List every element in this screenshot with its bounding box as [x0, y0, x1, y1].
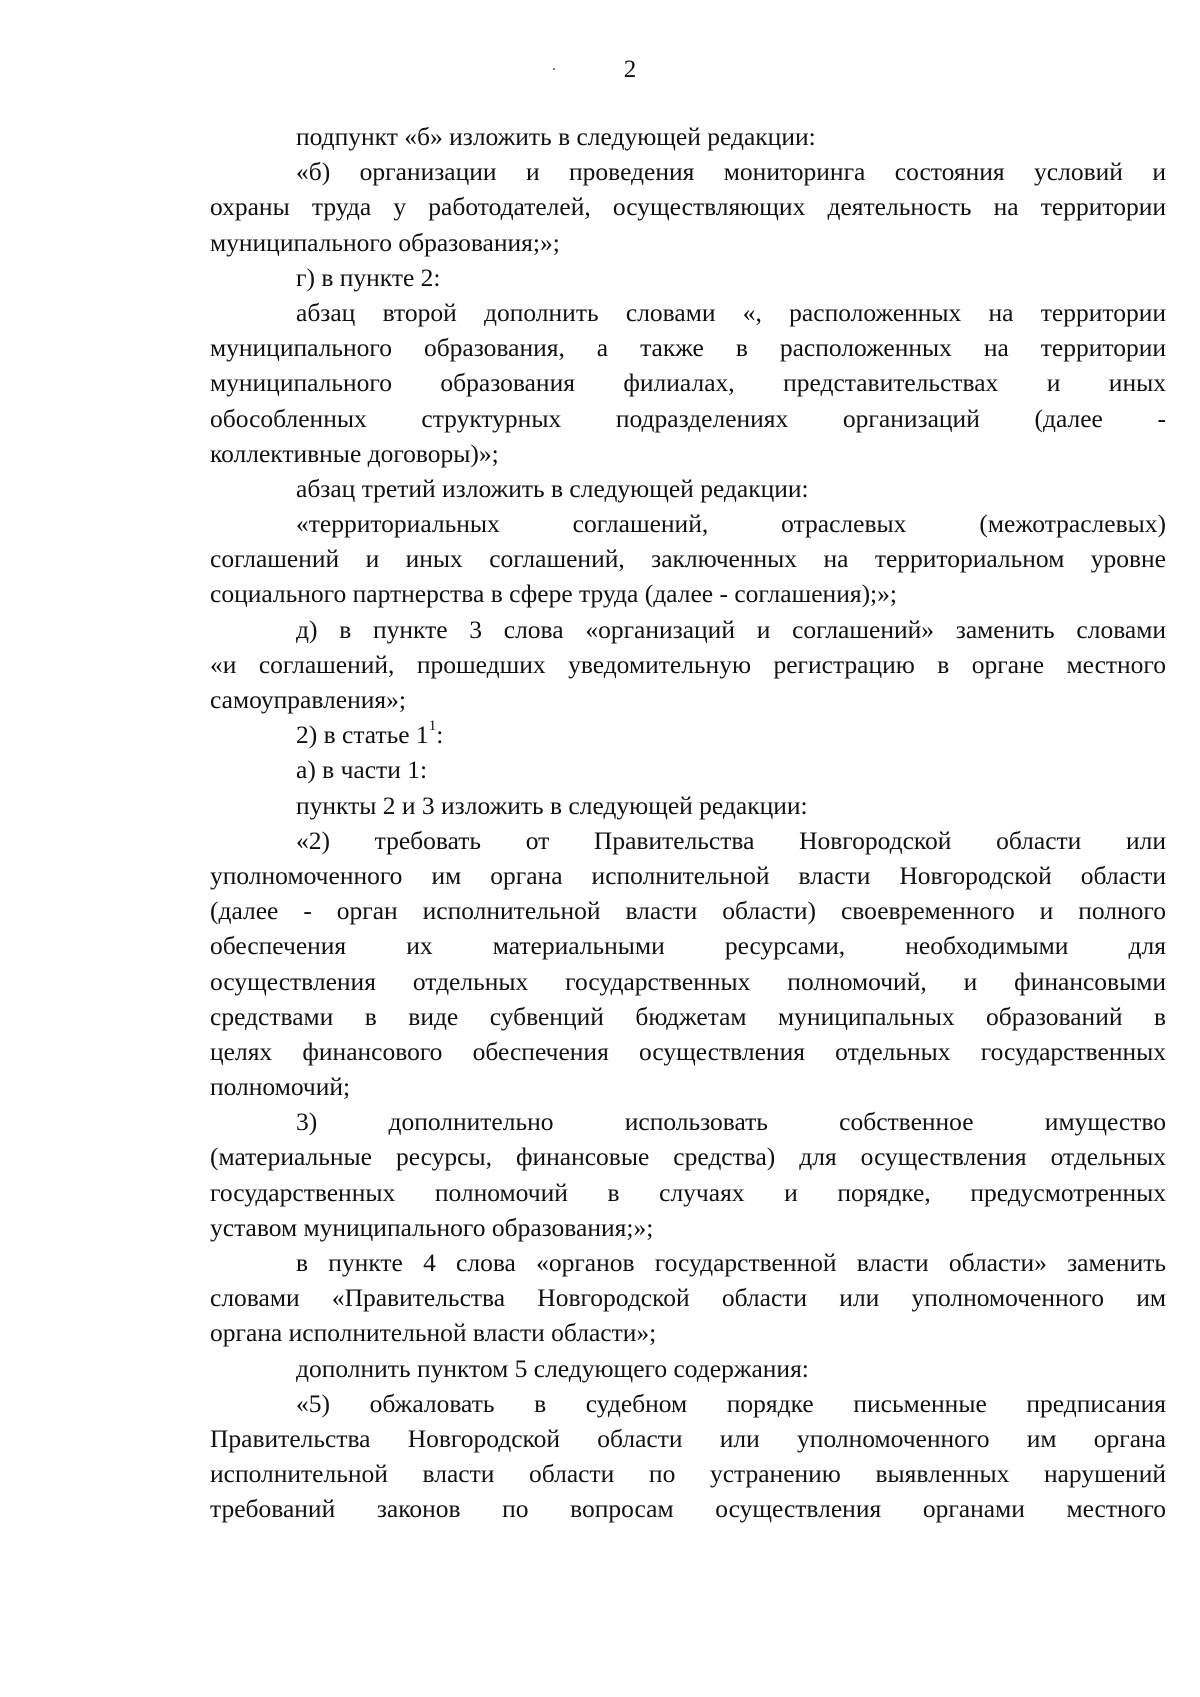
- text-line: [210, 1280, 1166, 1315]
- text-line: [210, 1139, 1166, 1174]
- line-text: целях финансового обеспечения осуществления отдельных государственных: [210, 1036, 1166, 1066]
- text-line: [210, 260, 1166, 295]
- line-text: самоуправления»;: [210, 685, 406, 714]
- line-text: «5) обжаловать в судебном порядке письменные предписания: [296, 1388, 1166, 1418]
- line-text: исполнительной власти области по устранению выявленных нарушений: [210, 1459, 1166, 1489]
- line-text: уставом муниципального образования;»;: [210, 1212, 654, 1242]
- line-text: абзац второй дополнить словами «, расположенных на территории: [296, 297, 1166, 327]
- text-line: [210, 541, 1166, 576]
- text-line: [210, 612, 1166, 647]
- text-line: [210, 858, 1166, 893]
- line-text: пункты 2 и 3 изложить в следующей редакции:: [296, 790, 808, 820]
- line-text: социального партнерства в сфере труда (далее - соглашения);»;: [210, 579, 897, 609]
- text-line: [210, 1351, 1166, 1386]
- line-text: средствами в виде субвенций бюджетам муниципальных образований в: [210, 1001, 1166, 1031]
- line-text: муниципального образования;»;: [210, 227, 560, 257]
- line-text: требований законов по вопросам осуществления органами местного: [210, 1494, 1166, 1524]
- superscript: 1: [428, 717, 437, 734]
- line-text: словами «Правительства Новгородской области или уполномоченного им: [210, 1283, 1166, 1313]
- text-line: [210, 1210, 1166, 1245]
- line-text: подпункт «б» изложить в следующей редакции:: [296, 122, 816, 151]
- text-line: [210, 119, 1166, 154]
- line-text: муниципального образования филиалах, представительствах и иных: [210, 368, 1166, 398]
- text-line: [210, 647, 1166, 682]
- text-line: [210, 436, 1166, 471]
- line-text: осуществления отдельных государственных полномочий, и финансовыми: [210, 966, 1166, 996]
- text-line: [210, 365, 1166, 400]
- line-text: обеспечения их материальными ресурсами, необходимыми для: [210, 931, 1166, 961]
- text-line: [210, 330, 1166, 365]
- text-line: [210, 576, 1166, 611]
- line-text: «территориальных соглашений, отраслевых (межотраслевых): [296, 509, 1166, 539]
- line-text: дополнить пунктом 5 следующего содержания:: [296, 1353, 809, 1383]
- text-line: [210, 1175, 1166, 1210]
- line-text: «б) организации и проведения мониторинга состояния условий и: [296, 157, 1166, 187]
- line-text: абзац третий изложить в следующей редакции:: [296, 473, 809, 503]
- line-text: (далее - орган исполнительной власти области) своевременного и полного: [210, 896, 1166, 926]
- line-text: «и соглашений, прошедших уведомительную регистрацию в органе местного: [210, 649, 1166, 679]
- line-text-suffix: :: [436, 720, 444, 750]
- text-line: [210, 717, 1166, 752]
- text-line: [210, 506, 1166, 541]
- line-text: (материальные ресурсы, финансовые средства) для осуществления отдельных: [210, 1142, 1166, 1172]
- text-line: [210, 682, 1166, 717]
- text-line: [210, 893, 1166, 928]
- text-line: [210, 1386, 1166, 1421]
- text-line: [210, 1456, 1166, 1491]
- line-text: в пункте 4 слова «органов государственной власти области» заменить: [296, 1248, 1166, 1277]
- text-line: [210, 295, 1166, 330]
- scan-speck: [553, 68, 555, 70]
- text-line: [210, 752, 1166, 787]
- text-line: [210, 1421, 1166, 1456]
- document-body: [210, 119, 1166, 1527]
- line-text: органа исполнительной власти области»;: [210, 1318, 657, 1348]
- text-line: [210, 401, 1166, 436]
- line-text: Правительства Новгородской области или уполномоченного им органа: [210, 1423, 1166, 1453]
- line-text: а) в части 1:: [296, 755, 428, 785]
- line-text: полномочий;: [210, 1072, 351, 1102]
- text-line: [210, 1104, 1166, 1139]
- text-line: [210, 1069, 1166, 1104]
- text-line: [210, 964, 1166, 999]
- line-text: д) в пункте 3 слова «организаций и соглашений» заменить словами: [296, 614, 1166, 644]
- line-text: соглашений и иных соглашений, заключенных на территориальном уровне: [210, 544, 1166, 574]
- line-text: уполномоченного им органа исполнительной власти Новгородской области: [210, 860, 1166, 890]
- text-line: [210, 1034, 1166, 1069]
- line-text: 3) дополнительно использовать собственное имущество: [296, 1107, 1166, 1137]
- text-line: [210, 999, 1166, 1034]
- page-number: 2: [623, 56, 637, 83]
- line-text: государственных полномочий в случаях и порядке, предусмотренных: [210, 1177, 1166, 1207]
- text-line: [210, 471, 1166, 506]
- text-line: [210, 928, 1166, 963]
- line-text: 2) в статье 1: [296, 720, 429, 750]
- text-line: [210, 1315, 1166, 1350]
- text-line: [210, 189, 1166, 224]
- text-line: [210, 225, 1166, 260]
- line-text: г) в пункте 2:: [296, 262, 441, 292]
- line-text: охраны труда у работодателей, осуществляющих деятельность на территории: [210, 192, 1166, 222]
- text-line: [210, 1491, 1166, 1526]
- text-line: [210, 823, 1166, 858]
- line-text: «2) требовать от Правительства Новгородской области или: [296, 825, 1166, 855]
- text-line: [210, 154, 1166, 189]
- text-line: [210, 1245, 1166, 1280]
- text-line: [210, 788, 1166, 823]
- line-text: муниципального образования, а также в расположенных на территории: [210, 333, 1166, 363]
- line-text: коллективные договоры)»;: [210, 438, 499, 468]
- line-text: обособленных структурных подразделениях организаций (далее -: [210, 403, 1166, 433]
